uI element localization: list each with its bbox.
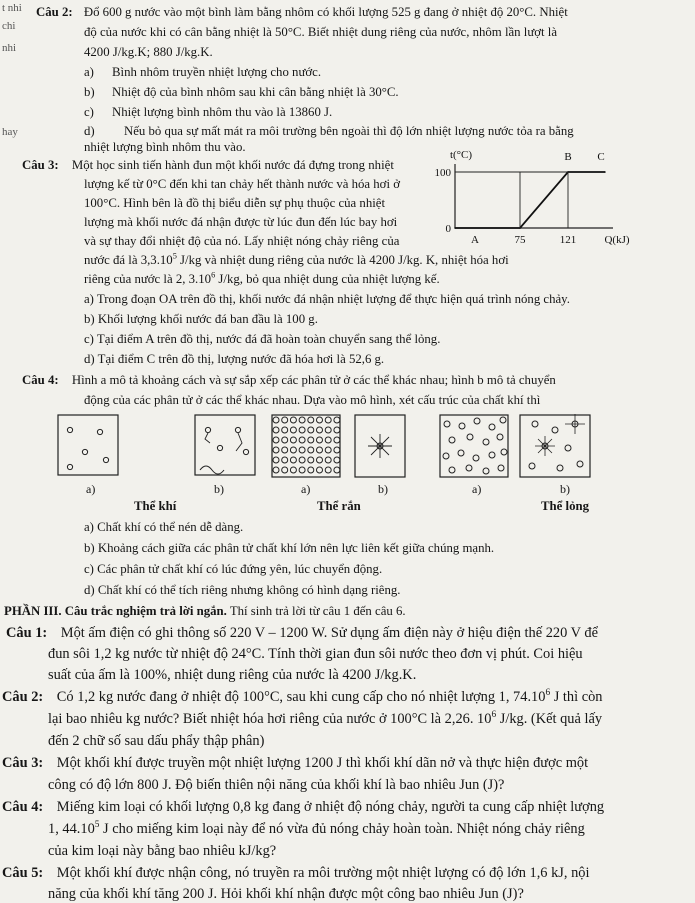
caption-liquid: Thể lỏng bbox=[541, 499, 590, 513]
solid-molecule bbox=[317, 467, 323, 473]
solid-molecule bbox=[282, 437, 288, 443]
point-label-C: C bbox=[597, 151, 605, 163]
q2-option-a: a) Bình nhôm truyền nhiệt lượng cho nước. bbox=[84, 65, 322, 79]
x-tick-label: 121 bbox=[559, 234, 577, 246]
q4-option-b: b) Khoảng cách giữa các phân tử chất khí lớn nên lực liên kết giữa chúng mạnh. bbox=[84, 541, 495, 555]
solid-molecule bbox=[273, 437, 279, 443]
q4-line1: Hình a mô tả khoảng cách và sự sắp xếp các phân tử ở các thể khác nhau; hình b mô tả chuyển bbox=[71, 373, 556, 387]
solid-molecule bbox=[317, 437, 323, 443]
solid-molecule bbox=[282, 427, 288, 433]
solid-molecule bbox=[308, 467, 314, 473]
liquid-molecule bbox=[489, 424, 495, 430]
solid-molecule bbox=[325, 437, 331, 443]
solid-molecule bbox=[325, 467, 331, 473]
solid-molecule bbox=[282, 417, 288, 423]
solid-molecule bbox=[334, 467, 340, 473]
p3-q4-label: Câu 4: bbox=[2, 799, 44, 815]
q3-line6: nước đá là 3,3.10$^5$ J/kg và nhiệt dung riêng của nước là 4200 J/kg. K, nhiệt hóa hơi bbox=[84, 251, 509, 267]
solid-molecule bbox=[308, 417, 314, 423]
y-axis-label: t(°C) bbox=[449, 149, 473, 161]
solid-molecule bbox=[299, 437, 305, 443]
q3-line7: riêng của nước là 2, 3.10$^6$ J/kg, bỏ qua nhiệt dung của nhiệt lượng kế. bbox=[84, 270, 440, 286]
solid-molecule bbox=[308, 427, 314, 433]
q3-option-b: b) Khối lượng khối nước đá ban đầu là 100 g. bbox=[84, 312, 318, 326]
p3-q4: Câu 4: Miếng kim loại có khối lượng 0,8 kg đang ở nhiệt độ nóng chảy, người ta cung cấp nhiệt lượng bbox=[2, 799, 605, 815]
x-tick-label: A bbox=[471, 234, 479, 246]
p3-q3-label: Câu 3: bbox=[2, 755, 44, 771]
liquid-molecule bbox=[500, 417, 506, 423]
liquid-molecule bbox=[498, 465, 504, 471]
gas-sub-a: a) bbox=[86, 482, 96, 496]
q2-line3: 4200 J/kg.K; 880 J/kg.K. bbox=[84, 45, 213, 59]
q2-option-c: c) Nhiệt lượng bình nhôm thu vào là 13860 J. bbox=[84, 105, 333, 119]
liquid-sub-b: b) bbox=[560, 482, 570, 496]
gas-arrangement-box bbox=[58, 415, 118, 475]
q4-label: Câu 4: bbox=[22, 373, 59, 387]
q3-option-c: c) Tại điểm A trên đồ thị, nước đá đã hoàn toàn chuyển sang thể lỏng. bbox=[84, 332, 441, 346]
solid-molecule bbox=[299, 417, 305, 423]
solid-molecule bbox=[317, 427, 323, 433]
p3-q4-line3: của kim loại này bằng bao nhiêu kJ/kg? bbox=[48, 843, 277, 859]
solid-molecule bbox=[290, 417, 296, 423]
p3-q5-line2: năng của khối khí tăng 200 J. Hỏi khối khí nhận được một công bao nhiêu Jun (J)? bbox=[48, 886, 524, 902]
part3-heading: PHẦN III. Câu trắc nghiệm trả lời ngắn. Thí sinh trả lời từ câu 1 đến câu 6. bbox=[4, 604, 406, 618]
liquid-molecule bbox=[501, 449, 507, 455]
solid-molecule bbox=[273, 467, 279, 473]
solid-molecule bbox=[273, 427, 279, 433]
solid-molecule bbox=[334, 457, 340, 463]
p3-q5-label: Câu 5: bbox=[2, 865, 44, 881]
q3-option-d: d) Tại điểm C trên đồ thị, lượng nước đã hóa hơi là 52,6 g. bbox=[84, 352, 385, 366]
p3-q2-line3: đến 2 chữ số sau dấu phẩy thập phân) bbox=[48, 733, 265, 749]
p3-q1-line3: suất của ấm là 100%, nhiệt dung riêng của nước là 4200 J/kg.K. bbox=[48, 667, 417, 683]
solid-molecule bbox=[273, 457, 279, 463]
y-tick-label: 0 bbox=[445, 223, 451, 235]
solid-molecule bbox=[308, 437, 314, 443]
liquid-molecule bbox=[467, 434, 473, 440]
liquid-molecule bbox=[449, 467, 455, 473]
solid-molecule bbox=[290, 437, 296, 443]
q3-option-a: a) Trong đoạn OA trên đồ thị, khối nước đá nhận nhiệt lượng để thực hiện quá trình nóng chảy. bbox=[84, 292, 570, 306]
p3-q4-line2: 1, 44.10$^5$ J cho miếng kim loại này để nó vừa đủ nóng chảy hoàn toàn. Nhiệt nóng chảy riêng bbox=[48, 820, 585, 837]
q2-line1: Đổ 600 g nước vào một bình làm bằng nhôm có khối lượng 525 g đang ở nhiệt độ 20°C. Nhiệt bbox=[83, 5, 568, 19]
solid-molecule bbox=[334, 447, 340, 453]
q3-line5: và sự thay đổi nhiệt độ của nó. Lấy nhiệt nóng chảy riêng của bbox=[84, 234, 400, 248]
solid-molecule bbox=[273, 417, 279, 423]
x-axis-label: Q(kJ) bbox=[604, 234, 630, 246]
liquid-molecule bbox=[444, 421, 450, 427]
p3-q3-line2: công có độ lớn 800 J. Độ biến thiên nội năng của khối khí là bao nhiêu Jun (J)? bbox=[48, 777, 505, 793]
solid-molecule bbox=[282, 457, 288, 463]
q2-label: Câu 2: bbox=[36, 5, 73, 19]
p3-q1: Câu 1: Một ấm điện có ghi thông số 220 V – 1200 W. Sử dụng ấm điện này ở hiệu điện thế 220 V để bbox=[6, 625, 598, 641]
q3-line3: 100°C. Hình bên là đồ thị biểu diễn sự phụ thuộc của nhiệt bbox=[84, 196, 386, 210]
liquid-molecule bbox=[489, 452, 495, 458]
p3-q5: Câu 5: Một khối khí được nhận công, nó truyền ra môi trường một nhiệt lượng có độ lớn 1,6 kJ, nội bbox=[2, 865, 590, 881]
solid-molecule bbox=[325, 427, 331, 433]
liquid-molecule bbox=[466, 465, 472, 471]
liquid-molecule bbox=[459, 423, 465, 429]
p3-q3: Câu 3: Một khối khí được truyền một nhiệt lượng 1200 J thì khối khí dãn nở và thực hiện được một bbox=[2, 755, 589, 771]
solid-molecule bbox=[299, 467, 305, 473]
gas-motion-box bbox=[195, 415, 255, 475]
solid-sub-b: b) bbox=[378, 482, 388, 496]
margin-fragment-1: t nhi bbox=[2, 2, 22, 14]
solid-molecule bbox=[325, 417, 331, 423]
liquid-molecule bbox=[443, 453, 449, 459]
solid-molecule bbox=[282, 467, 288, 473]
q3-line4: lượng mà khối nước đá nhận được từ lúc đun đến lúc bay hơi bbox=[84, 215, 398, 229]
solid-molecule bbox=[308, 447, 314, 453]
margin-fragment-2: chi bbox=[2, 20, 16, 32]
liquid-molecule bbox=[458, 450, 464, 456]
solid-molecule bbox=[299, 457, 305, 463]
q4-option-d: d) Chất khí có thể tích riêng nhưng không có hình dạng riêng. bbox=[84, 583, 401, 597]
q3-line1: Một học sinh tiến hành đun một khối nước đá đựng trong nhiệt bbox=[71, 158, 394, 172]
solid-molecule bbox=[325, 457, 331, 463]
liquid-arrangement-box bbox=[440, 415, 508, 477]
solid-molecule bbox=[317, 457, 323, 463]
margin-fragment-3: nhi bbox=[2, 42, 17, 54]
q4-option-a: a) Chất khí có thể nén dễ dàng. bbox=[84, 520, 244, 534]
solid-arrangement-box bbox=[272, 415, 340, 477]
p3-q2: Câu 2: Có 1,2 kg nước đang ở nhiệt độ 100°C, sau khi cung cấp cho nó nhiệt lượng 1, 74.10$^6$ J thì còn bbox=[2, 688, 603, 705]
x-tick-label: 75 bbox=[514, 234, 526, 246]
solid-molecule bbox=[290, 467, 296, 473]
liquid-molecule bbox=[449, 437, 455, 443]
caption-gas: Thể khí bbox=[134, 499, 177, 513]
solid-molecule bbox=[317, 447, 323, 453]
liquid-molecule bbox=[473, 455, 479, 461]
p3-q1-line2: đun sôi 1,2 kg nước từ nhiệt độ 24°C. Tính thời gian đun sôi nước theo đơn vị phút. Coi hiệu bbox=[48, 646, 583, 662]
q4-option-c: c) Các phân tử chất khí có lúc đứng yên, lúc chuyển động. bbox=[84, 562, 383, 576]
q3-line2: lượng kế từ 0°C đến khi tan chảy hết thành nước và hóa hơi ở bbox=[84, 177, 400, 191]
liquid-molecule bbox=[483, 439, 489, 445]
solid-molecule bbox=[282, 447, 288, 453]
p3-q1-label: Câu 1: bbox=[6, 625, 48, 641]
solid-molecule bbox=[290, 427, 296, 433]
p3-q2-line2: lại bao nhiêu kg nước? Biết nhiệt hóa hơi riêng của nước ở 100°C là 2,26. $10^6$ J/kg. (Kết quả lấy bbox=[48, 710, 603, 727]
q2-option-b: b) Nhiệt độ của bình nhôm sau khi cân bằng nhiệt là 30°C. bbox=[84, 85, 399, 99]
q2-option-d-line2: nhiệt lượng bình nhôm thu vào. bbox=[84, 140, 246, 154]
liquid-molecule bbox=[483, 468, 489, 474]
liquid-molecule bbox=[497, 434, 503, 440]
margin-fragment-4: hay bbox=[2, 126, 18, 138]
p3-q2-label: Câu 2: bbox=[2, 689, 44, 705]
q2-option-d: d) Nếu bỏ qua sự mất mát ra môi trường bên ngoài thì độ lớn nhiệt lượng nước tỏa ra bằng bbox=[84, 124, 574, 138]
y-tick-label: 100 bbox=[434, 167, 451, 179]
solid-molecule bbox=[299, 427, 305, 433]
solid-sub-a: a) bbox=[301, 482, 311, 496]
solid-molecule bbox=[299, 447, 305, 453]
solid-molecule bbox=[325, 447, 331, 453]
liquid-molecule bbox=[474, 418, 480, 424]
solid-molecule bbox=[334, 427, 340, 433]
q2-line2: độ của nước khi có cân bằng nhiệt là 50°C. Biết nhiệt dung riêng của nước, nhôm lần lượt là bbox=[84, 25, 558, 39]
q3-label: Câu 3: bbox=[22, 158, 59, 172]
solid-molecule bbox=[317, 417, 323, 423]
solid-molecule bbox=[334, 437, 340, 443]
solid-motion-box bbox=[355, 415, 405, 477]
solid-molecule bbox=[290, 457, 296, 463]
liquid-motion-box bbox=[520, 414, 590, 477]
gas-sub-b: b) bbox=[214, 482, 224, 496]
solid-molecule bbox=[308, 457, 314, 463]
q4-line2: động của các phân tử ở các thể khác nhau. Dựa vào mô hình, xét cấu trúc của chất khí thì bbox=[84, 393, 541, 407]
solid-molecule bbox=[334, 417, 340, 423]
solid-molecule bbox=[290, 447, 296, 453]
caption-solid: Thể rắn bbox=[317, 499, 361, 513]
solid-molecule bbox=[273, 447, 279, 453]
liquid-sub-a: a) bbox=[472, 482, 482, 496]
point-label-B: B bbox=[564, 151, 572, 163]
